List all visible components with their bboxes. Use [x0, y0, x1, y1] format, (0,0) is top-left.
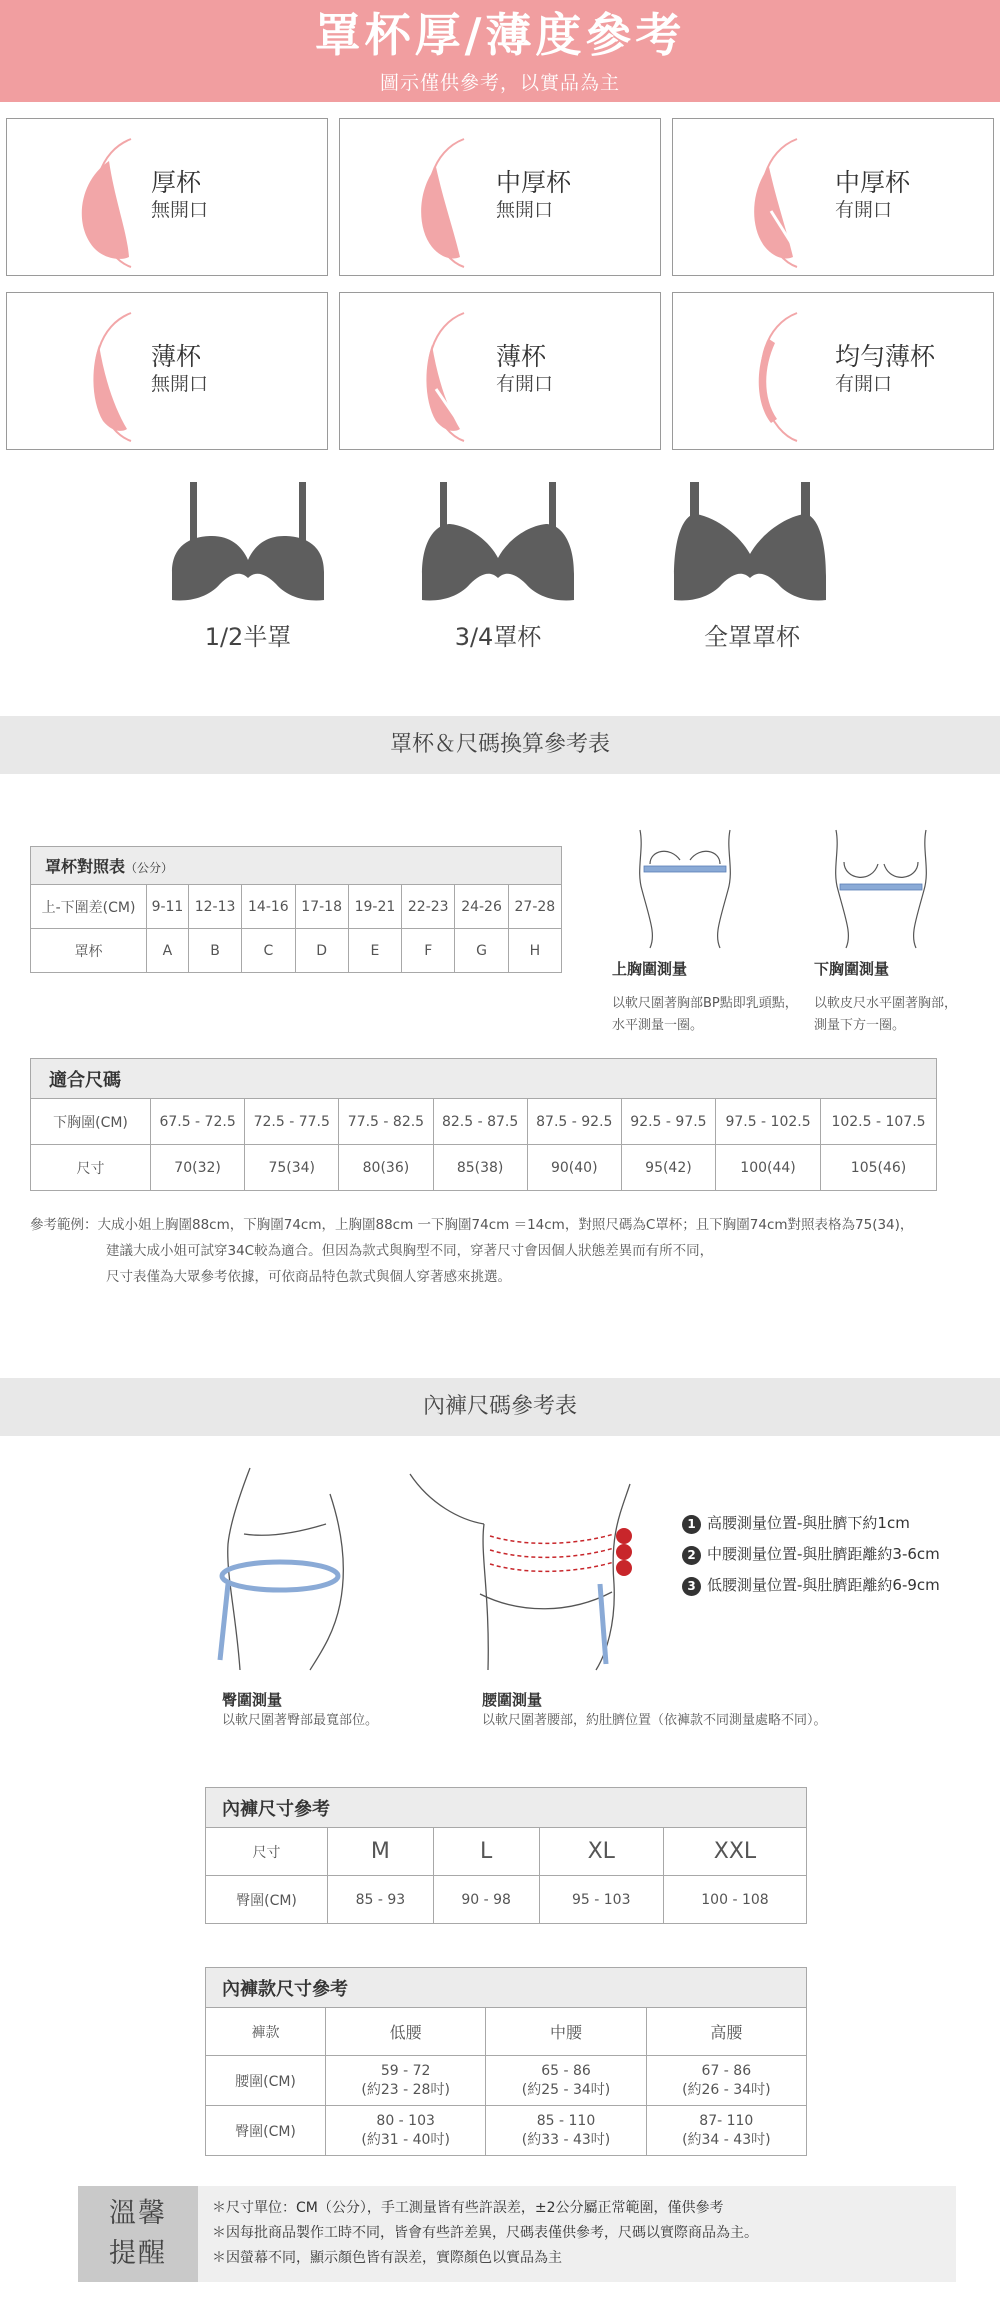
table-cell: XXL [663, 1828, 806, 1876]
hip-measure-title: 臀圍測量 [222, 1691, 283, 1709]
table-cell: 100 - 108 [663, 1876, 806, 1924]
thick-cup-icon [69, 131, 159, 271]
row-label: 罩杯 [31, 929, 147, 973]
table-cell: 低腰 [326, 2008, 486, 2056]
pants-style-title: 內褲款尺寸參考 [206, 1968, 807, 2008]
table-cell: 中腰 [486, 2008, 646, 2056]
table-cell: 95(42) [621, 1145, 715, 1191]
size-table [30, 1058, 937, 1191]
cup-card [339, 118, 661, 276]
row-label: 尺寸 [31, 1145, 151, 1191]
coverage-label: 1/2半罩 [204, 623, 292, 651]
table-cell: 87.5 - 92.5 [527, 1099, 621, 1145]
waist-position-mid: 2 中腰測量位置-與肚臍距離約3-6cm [682, 1543, 940, 1565]
table-row [31, 929, 562, 973]
waist-measure-desc: 以軟尺圍著腰部，約肚臍位置（依褲款不同測量處略不同）。 [482, 1713, 827, 1728]
table-row [206, 1876, 807, 1924]
cup-name: 均勻薄杯 [835, 342, 936, 371]
cup-card [339, 292, 661, 450]
table-cell: M [328, 1828, 434, 1876]
upper-bust-desc: 以軟尺圍著胸部BP點即乳頭點， 水平測量一圈。 [612, 996, 798, 1033]
table-cell: 14-16 [242, 885, 295, 929]
table-cell: 90 - 98 [433, 1876, 539, 1924]
full-cup-bra-icon [670, 480, 830, 605]
row-label: 腰圍(CM) [206, 2056, 326, 2106]
pants-size-title: 內褲尺寸參考 [206, 1788, 807, 1828]
table-row [206, 2056, 807, 2106]
coverage-label: 3/4罩杯 [454, 623, 542, 651]
coverage-label: 全罩罩杯 [704, 623, 800, 651]
half-cup-bra-icon [168, 480, 328, 605]
table-cell: 80 - 103 (約31 - 40吋) [326, 2106, 486, 2156]
table-cell: 80(36) [339, 1145, 433, 1191]
table-cell: B [188, 929, 241, 973]
cup-opening: 無開口 [151, 373, 209, 395]
table-row [206, 2106, 807, 2156]
even-thin-cup-icon [735, 305, 825, 445]
waist-position-high: 1 高腰測量位置-與肚臍下約1cm [682, 1512, 910, 1534]
table-cell: 105(46) [821, 1145, 937, 1191]
table-cell: 100(44) [716, 1145, 821, 1191]
table-cell: D [295, 929, 348, 973]
table-row [31, 1145, 937, 1191]
table-cell: A [147, 929, 189, 973]
table-cell: F [402, 929, 455, 973]
cup-opening: 有開口 [835, 199, 893, 221]
page-title: 罩杯厚/薄度參考 [314, 8, 686, 62]
section-header-pants: 內褲尺碼參考表 [0, 1378, 1000, 1436]
table-cell: H [508, 929, 561, 973]
table-cell: 82.5 - 87.5 [433, 1099, 527, 1145]
table-cell: 22-23 [402, 885, 455, 929]
table-cell: 12-13 [188, 885, 241, 929]
table-cell: XL [539, 1828, 663, 1876]
hip-measure-desc: 以軟尺圍著臀部最寬部位。 [222, 1713, 379, 1728]
table-row [31, 885, 562, 929]
table-cell: 102.5 - 107.5 [821, 1099, 937, 1145]
cup-name: 薄杯 [496, 342, 547, 371]
lower-bust-desc: 以軟皮尺水平圍著胸部， 測量下方一圈。 [814, 996, 958, 1033]
row-label: 褲款 [206, 2008, 326, 2056]
table-cell: L [433, 1828, 539, 1876]
cup-opening: 無開口 [496, 199, 554, 221]
table-cell: 65 - 86 (約25 - 34吋) [486, 2056, 646, 2106]
reminder-label: 溫馨 提醒 [78, 2186, 198, 2282]
table-cell: 92.5 - 97.5 [621, 1099, 715, 1145]
waist-measure-figure [400, 1464, 640, 1674]
cup-opening: 無開口 [151, 199, 209, 221]
table-cell: 85 - 93 [328, 1876, 434, 1924]
table-cell: 70(32) [151, 1145, 245, 1191]
top-banner [0, 0, 1000, 102]
table-cell: E [348, 929, 401, 973]
table-cell: 97.5 - 102.5 [716, 1099, 821, 1145]
medium-cup-icon [402, 131, 492, 271]
size-example: 參考範例：大成小姐上胸圍88cm，下胸圍74cm，上胸圍88cm 一下胸圍74cm ＝14cm，對照尺碼為C罩杯；且下胸圍74cm對照表格為75(34)， 建議大成小姐可試穿34C較為適合。但因為款式與胸型不同，穿著尺寸會因個人狀態差異而有所不同， 尺寸表僅為大眾參考依據，可依商品特色款式與個人穿著感來挑選。 [30, 1217, 914, 1285]
waist-position-low: 3 低腰測量位置-與肚臍距離約6-9cm [682, 1574, 940, 1596]
medium-cup-open-icon [735, 131, 825, 271]
cup-table [30, 846, 562, 973]
thin-cup-icon [69, 305, 159, 445]
table-row [31, 1099, 937, 1145]
row-label: 下胸圍(CM) [31, 1099, 151, 1145]
reminder-box [78, 2186, 956, 2282]
row-label: 臀圍(CM) [206, 1876, 328, 1924]
lower-bust-title: 下胸圍測量 [814, 960, 890, 978]
cup-name: 中厚杯 [496, 168, 572, 197]
table-cell: 59 - 72 (約23 - 28吋) [326, 2056, 486, 2106]
cup-card [6, 292, 328, 450]
cup-name: 厚杯 [151, 168, 202, 197]
cup-name: 中厚杯 [835, 168, 911, 197]
page-subtitle: 圖示僅供參考，以實品為主 [379, 72, 620, 94]
table-row [206, 1828, 807, 1876]
cup-opening: 有開口 [496, 373, 554, 395]
cup-card [672, 292, 994, 450]
table-cell: 85 - 110 (約33 - 43吋) [486, 2106, 646, 2156]
row-label: 上-下圍差(CM) [31, 885, 147, 929]
cup-card [6, 118, 328, 276]
table-cell: 高腰 [646, 2008, 806, 2056]
table-cell: 87- 110 (約34 - 43吋) [646, 2106, 806, 2156]
table-cell: 17-18 [295, 885, 348, 929]
table-row [206, 2008, 807, 2056]
table-cell: 19-21 [348, 885, 401, 929]
row-label: 尺寸 [206, 1828, 328, 1876]
table-cell: 95 - 103 [539, 1876, 663, 1924]
cup-table-title: 罩杯對照表（公分） [31, 847, 562, 885]
thin-cup-open-icon [402, 305, 492, 445]
cup-name: 薄杯 [151, 342, 202, 371]
cup-opening: 有開口 [835, 373, 893, 395]
hip-measure-figure [180, 1464, 360, 1674]
lower-bust-figure [816, 820, 946, 950]
waist-measure-title: 腰圍測量 [482, 1691, 543, 1709]
table-cell: 9-11 [147, 885, 189, 929]
table-cell: 27-28 [508, 885, 561, 929]
table-cell: 75(34) [245, 1145, 339, 1191]
table-cell: 67.5 - 72.5 [151, 1099, 245, 1145]
table-cell: C [242, 929, 295, 973]
table-cell: 72.5 - 77.5 [245, 1099, 339, 1145]
table-cell: 67 - 86 (約26 - 34吋) [646, 2056, 806, 2106]
pants-style-table [205, 1967, 807, 2156]
table-cell: 77.5 - 82.5 [339, 1099, 433, 1145]
table-cell: 85(38) [433, 1145, 527, 1191]
three-quarter-cup-bra-icon [418, 480, 578, 605]
upper-bust-title: 上胸圍測量 [612, 960, 688, 978]
pants-size-table [205, 1787, 807, 1924]
table-cell: 24-26 [455, 885, 508, 929]
cup-card [672, 118, 994, 276]
table-cell: G [455, 929, 508, 973]
upper-bust-figure [620, 820, 750, 950]
section-header-cup: 罩杯＆尺碼換算參考表 [0, 716, 1000, 774]
size-table-title: 適合尺碼 [31, 1059, 937, 1099]
row-label: 臀圍(CM) [206, 2106, 326, 2156]
reminder-lines: ＊尺寸單位：CM（公分），手工測量皆有些許誤差，±2公分屬正常範圍，僅供參考 ＊因每批商品製作工時不同，皆會有些許差異，尺碼表僅供參考，尺碼以實際商品為主。 ＊因螢幕不同，顯示顏色皆有誤差，實際顏色以實品為主 [212, 2200, 758, 2266]
table-cell: 90(40) [527, 1145, 621, 1191]
